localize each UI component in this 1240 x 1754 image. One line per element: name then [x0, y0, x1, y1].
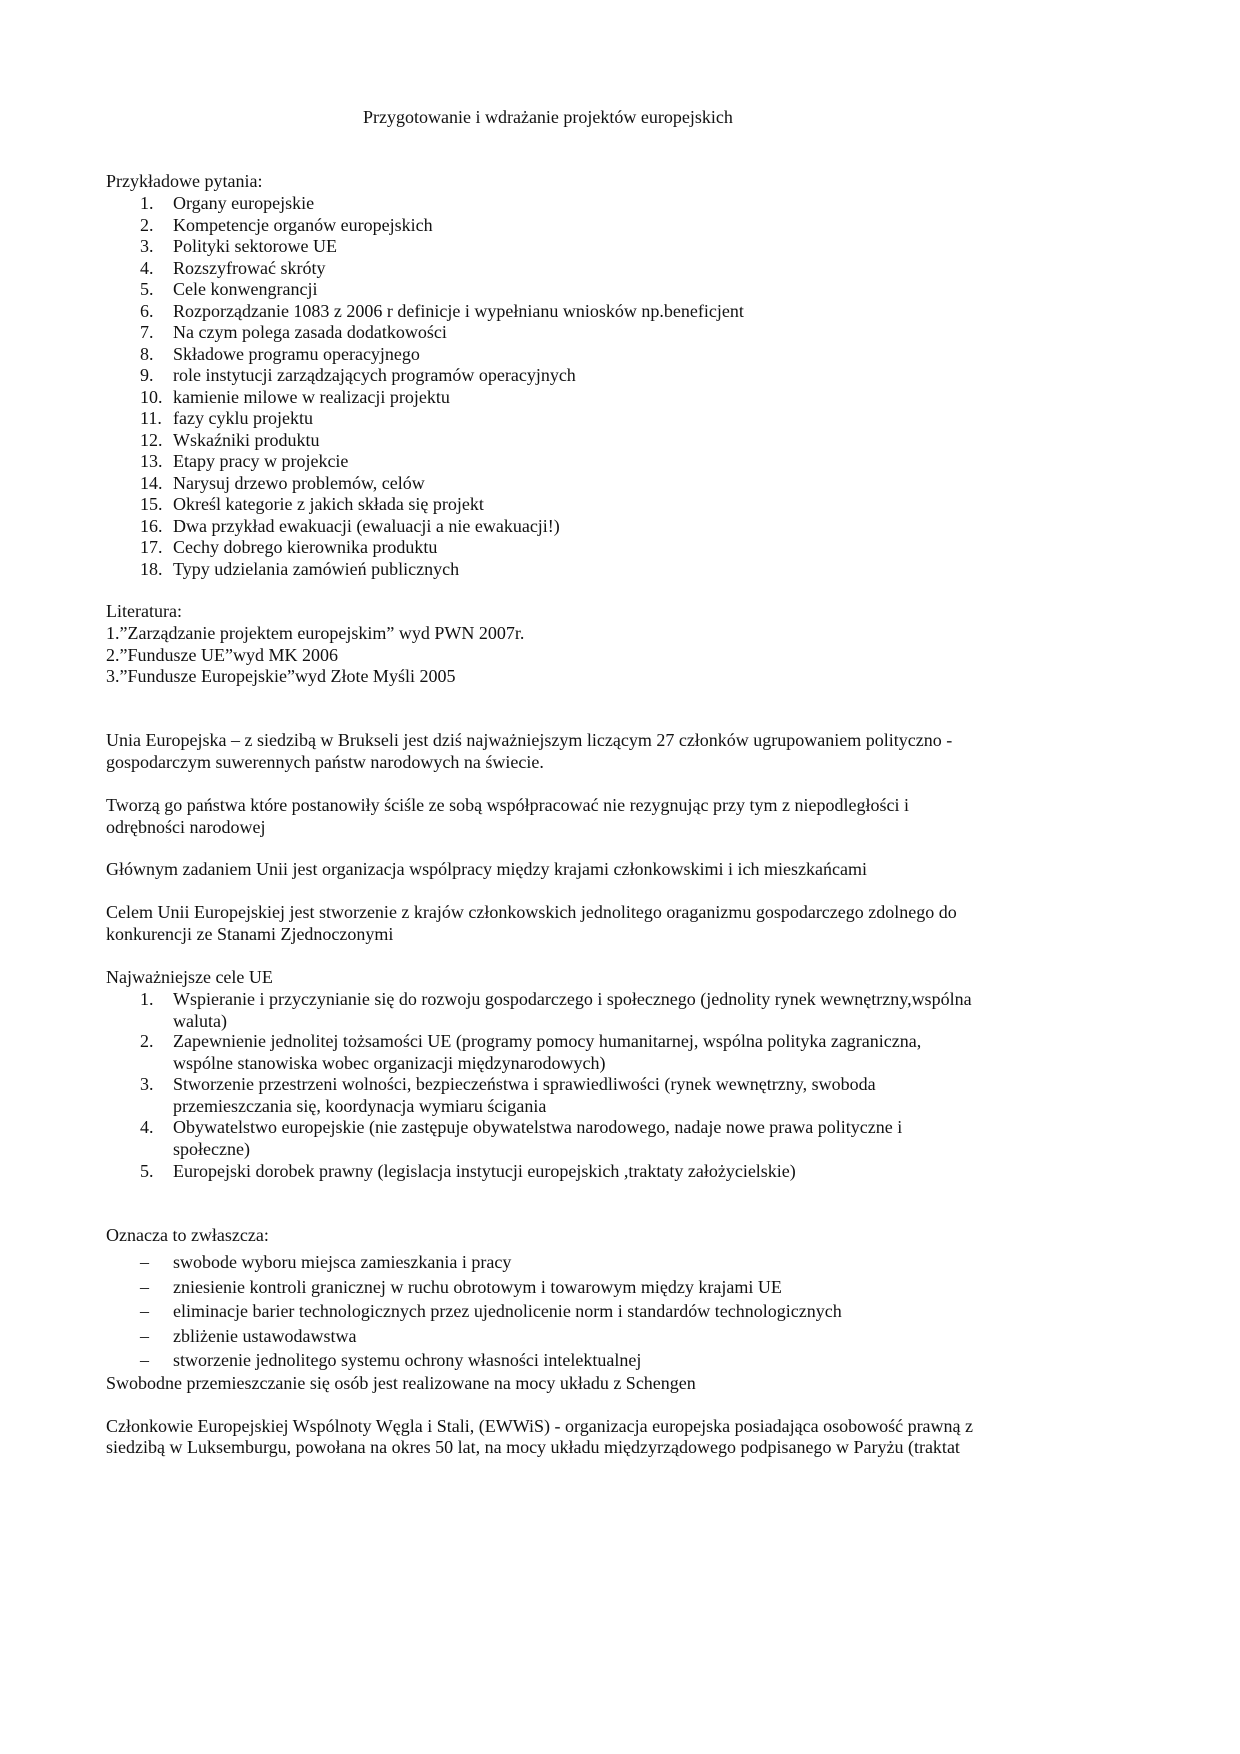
- meaning-item: swobode wyboru miejsca zamieszkania i pracy: [173, 1252, 512, 1272]
- goal-item-line: Obywatelstwo europejskie (nie zastępuje obywatelstwa narodowego, nadaje nowe prawa polityczne i: [173, 1117, 903, 1137]
- goal-item-line: Wspieranie i przyczynianie się do rozwoju gospodarczego i społecznego (jednolity rynek wewnętrzny,wspólna: [173, 989, 972, 1009]
- list-number: 13.: [140, 451, 163, 471]
- goal-item-line: Stworzenie przestrzeni wolności, bezpieczeństwa i sprawiedliwości (rynek wewnętrzny, swoboda: [173, 1074, 876, 1094]
- goal-item-line: przemieszczania się, koordynacja wymiaru ścigania: [173, 1096, 547, 1116]
- paragraph-line: odrębności narodowej: [106, 817, 266, 837]
- list-number: 12.: [140, 429, 163, 450]
- dash-bullet: –: [140, 1276, 149, 1297]
- paragraph-line: Tworzą go państwa które postanowiły ściśle ze sobą współpracować nie rezygnując przy tym z niepodległości i: [106, 795, 909, 815]
- list-number: 14.: [140, 472, 163, 493]
- question-item: Cechy dobrego kierownika produktu: [173, 537, 438, 557]
- goal-item-line: społeczne): [173, 1139, 250, 1159]
- list-number: 15.: [140, 494, 163, 514]
- goal-item-line: Europejski dorobek prawny (legislacja instytucji europejskich ,traktaty założycielskie): [173, 1161, 796, 1181]
- dash-bullet: –: [140, 1350, 149, 1370]
- list-number: 11.: [140, 408, 162, 428]
- paragraph-line: Głównym zadaniem Unii jest organizacja wspólpracy między krajami członkowskimi i ich mieszkańcami: [106, 859, 867, 879]
- question-item: Rozszyfrować skróty: [173, 257, 326, 278]
- question-item: Wskaźniki produktu: [173, 429, 320, 450]
- question-item: Kompetencje organów europejskich: [173, 214, 433, 235]
- dash-bullet: –: [140, 1301, 149, 1321]
- meaning-heading: Oznacza to zwłaszcza:: [106, 1225, 269, 1245]
- question-item: role instytucji zarządzających programów operacyjnych: [173, 365, 576, 385]
- list-number: 1.: [140, 193, 154, 213]
- document-title: Przygotowanie i wdrażanie projektów europejskich: [363, 107, 733, 127]
- question-item: kamienie milowe w realizacji projektu: [173, 386, 450, 407]
- list-number: 8.: [140, 343, 154, 364]
- question-item: Organy europejskie: [173, 193, 315, 213]
- goal-item-line: Zapewnienie jednolitej tożsamości UE (programy pomocy humanitarnej, wspólna polityka zagraniczna,: [173, 1031, 922, 1051]
- goal-item-line: waluta): [173, 1011, 227, 1031]
- list-number: 7.: [140, 322, 154, 342]
- goals-heading: Najważniejsze cele UE: [106, 967, 273, 987]
- question-item: Składowe programu operacyjnego: [173, 343, 420, 364]
- paragraph-line: konkurencji ze Stanami Zjednoczonymi: [106, 924, 394, 944]
- question-item: Narysuj drzewo problemów, celów: [173, 472, 425, 493]
- literature-heading: Literatura:: [106, 601, 182, 621]
- schengen-paragraph: Swobodne przemieszczanie się osób jest realizowane na mocy układu z Schengen: [106, 1373, 696, 1393]
- dash-bullet: –: [140, 1325, 149, 1346]
- literature-item: 1.”Zarządzanie projektem europejskim” wyd PWN 2007r.: [106, 623, 525, 643]
- paragraph-line: gospodarczym suwerennych państw narodowych na świecie.: [106, 752, 544, 772]
- goal-item-line: wspólne stanowiska wobec organizacji międzynarodowych): [173, 1053, 606, 1073]
- list-number: 3.: [140, 1074, 154, 1094]
- list-number: 5.: [140, 1161, 154, 1181]
- meaning-item: eliminacje barier technologicznych przez ujednolicenie norm i standardów technologicznych: [173, 1301, 842, 1321]
- meaning-item: zniesienie kontroli granicznej w ruchu obrotowym i towarowym między krajami UE: [173, 1276, 782, 1297]
- list-number: 5.: [140, 279, 154, 299]
- ecsc-paragraph-line: siedzibą w Luksemburgu, powołana na okres 50 lat, na mocy układu międzyrządowego podpisanego w Paryżu (traktat: [106, 1437, 960, 1457]
- list-number: 2.: [140, 1031, 154, 1051]
- list-number: 4.: [140, 257, 154, 278]
- list-number: 1.: [140, 989, 154, 1009]
- list-number: 10.: [140, 386, 163, 407]
- question-item: Cele konwengrancji: [173, 279, 318, 299]
- question-item: Etapy pracy w projekcie: [173, 451, 349, 471]
- questions-heading: Przykładowe pytania:: [106, 171, 263, 191]
- question-item: Typy udzielania zamówień publicznych: [173, 558, 460, 579]
- question-item: Rozporządzanie 1083 z 2006 r definicje i wypełnianu wniosków np.beneficjent: [173, 300, 744, 321]
- list-number: 4.: [140, 1117, 154, 1137]
- question-item: Polityki sektorowe UE: [173, 236, 337, 256]
- list-number: 9.: [140, 365, 154, 385]
- meaning-item: stworzenie jednolitego systemu ochrony własności intelektualnej: [173, 1350, 642, 1370]
- ecsc-paragraph-line: Członkowie Europejskiej Wspólnoty Węgla i Stali, (EWWiS) - organizacja europejska posiadająca osobowość prawną z: [106, 1416, 974, 1436]
- list-number: 17.: [140, 537, 163, 557]
- paragraph-line: Celem Unii Europejskiej jest stworzenie z krajów członkowskich jednolitego oraganizmu gospodarczego zdolnego do: [106, 902, 957, 922]
- question-item: Określ kategorie z jakich składa się projekt: [173, 494, 484, 514]
- list-number: 16.: [140, 515, 163, 536]
- literature-item: 3.”Fundusze Europejskie”wyd Złote Myśli 2005: [106, 666, 456, 686]
- meaning-item: zbliżenie ustawodawstwa: [173, 1325, 357, 1346]
- list-number: 3.: [140, 236, 154, 256]
- question-item: fazy cyklu projektu: [173, 408, 313, 428]
- list-number: 18.: [140, 558, 163, 579]
- dash-bullet: –: [140, 1252, 149, 1272]
- question-item: Dwa przykład ewakuacji (ewaluacji a nie ewakuacji!): [173, 515, 560, 536]
- paragraph-line: Unia Europejska – z siedzibą w Brukseli jest dziś najważniejszym liczącym 27 członków ugrupowaniem polityczno -: [106, 730, 953, 750]
- list-number: 2.: [140, 214, 154, 235]
- question-item: Na czym polega zasada dodatkowości: [173, 322, 447, 342]
- literature-item: 2.”Fundusze UE”wyd MK 2006: [106, 644, 338, 665]
- list-number: 6.: [140, 300, 154, 321]
